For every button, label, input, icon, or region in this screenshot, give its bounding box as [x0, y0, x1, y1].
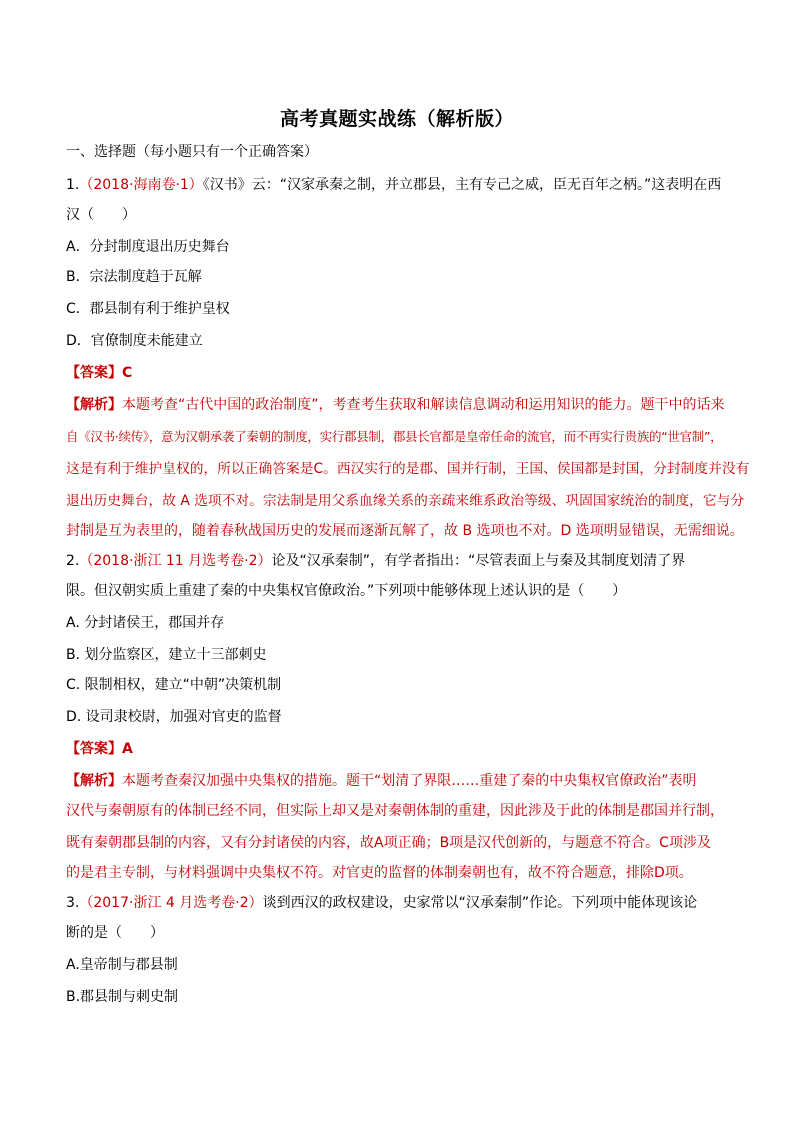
- q1-answer: [66, 364, 132, 382]
- q1-answer-label: 【答案】: [66, 365, 122, 381]
- q2-stem-text-1: 论及“汉承秦制”，有学者指出：“尽管表面上与秦及其制度划清了界: [271, 553, 686, 569]
- q1-option-c: C．郡县制有利于维护皇权: [66, 301, 230, 317]
- q3-option-a: A.皇帝制与郡县制: [66, 957, 178, 973]
- q1-analysis-line-4: 退出历史舞台，故 A 选项不对。宗法制是用父系血缘关系的亲疏来维系政治等级、巩固国家统治的制度，它与分: [66, 493, 745, 509]
- q1-source: （2018·海南卷·1）: [79, 177, 203, 193]
- q2-option-d: D. 设司隶校尉，加强对官吏的监督: [66, 709, 282, 725]
- q2-analysis-line-2: 汉代与秦朝原有的体制已经不同，但实际上却又是对秦朝体制的重建，因此涉及于此的体制是郡国并行制，: [66, 803, 724, 819]
- q1-analysis-line-2: 自《汉书·续传》，意为汉朝承袭了秦朝的制度，实行郡县制，郡县长官都是皇帝任命的流官，而不再实行贵族的“世官制”，: [66, 429, 723, 444]
- q1-analysis-line-5: 封制是互为表里的，随着春秋战国历史的发展而逐渐瓦解了，故 B 选项也不对。D 选项明显错误，无需细说。: [66, 523, 744, 539]
- q2-answer: [66, 740, 133, 758]
- q2-option-a: A. 分封诸侯王，郡国并存: [66, 615, 225, 631]
- q1-stem-line-2: 汉（ ）: [66, 207, 136, 223]
- q1-analysis-label: 【解析】: [66, 397, 122, 413]
- q2-analysis-label: 【解析】: [66, 773, 122, 789]
- section-heading: 一、选择题（每小题只有一个正确答案）: [66, 144, 318, 160]
- q1-option-a: A．分封制度退出历史舞台: [66, 239, 230, 255]
- q3-option-b: B.郡县制与刺史制: [66, 989, 179, 1005]
- q2-option-c: C. 限制相权，建立“中朝”决策机制: [66, 677, 282, 693]
- q3-stem-line-2: 断的是（ ）: [66, 925, 164, 941]
- q2-analysis-line-1: [66, 772, 697, 790]
- q2-number: 2.: [66, 553, 80, 569]
- q3-stem-line-1: [66, 894, 697, 912]
- q2-analysis-text-1: 本题考查秦汉加强中央集权的措施。题干“划清了界限……重建了秦的中央集权官僚政治”表明: [122, 773, 697, 789]
- q3-stem-text-1: 谈到西汉的政权建设，史家常以“汉承秦制”作论。下列项中能体现该论: [262, 895, 698, 911]
- q1-answer-value: C: [122, 365, 133, 381]
- page-title: 高考真题实战练（解析版）: [279, 108, 514, 130]
- q2-option-b: B. 划分监察区，建立十三部刺史: [66, 647, 267, 663]
- q2-stem-line-2: 限。但汉朝实质上重建了秦的中央集权官僚政治。”下列项中能够体现上述认识的是（ ）: [66, 583, 627, 599]
- q1-analysis-line-1: [66, 396, 725, 414]
- q2-stem-line-1: [66, 552, 685, 570]
- q2-analysis-line-4: 的是君主专制，与材料强调中央集权不符。对官吏的监督的体制秦朝也有，故不符合题意，排除D项。: [66, 865, 693, 881]
- q2-analysis-line-3: 既有秦朝郡县制的内容，又有分封诸侯的内容，故A项正确；B项是汉代创新的，与题意不符合。C项涉及: [66, 835, 711, 851]
- q1-analysis-text-1: 本题考查“古代中国的政治制度”，考查考生获取和解读信息调动和运用知识的能力。题干中的话来: [122, 397, 725, 413]
- q1-stem-text-1: 《汉书》云：“汉家承秦之制，并立郡县，主有专己之威，臣无百年之柄。”这表明在西: [202, 177, 722, 193]
- q3-number: 3.: [66, 895, 80, 911]
- q1-number: 1.: [66, 177, 80, 193]
- q1-option-d: D．官僚制度未能建立: [66, 333, 203, 349]
- q2-source: （2018·浙江 11 月选考卷·2）: [79, 553, 272, 569]
- q1-stem-line-1: [66, 176, 721, 194]
- q1-option-b: B．宗法制度趋于瓦解: [66, 269, 202, 285]
- q2-answer-value: A: [122, 741, 133, 757]
- q3-source: （2017·浙江 4 月选考卷·2）: [79, 895, 263, 911]
- q2-answer-label: 【答案】: [66, 741, 122, 757]
- q1-analysis-line-3: 这是有利于维护皇权的，所以正确答案是C。西汉实行的是郡、国并行制，王国、侯国都是封国，分封制度并没有: [66, 461, 750, 477]
